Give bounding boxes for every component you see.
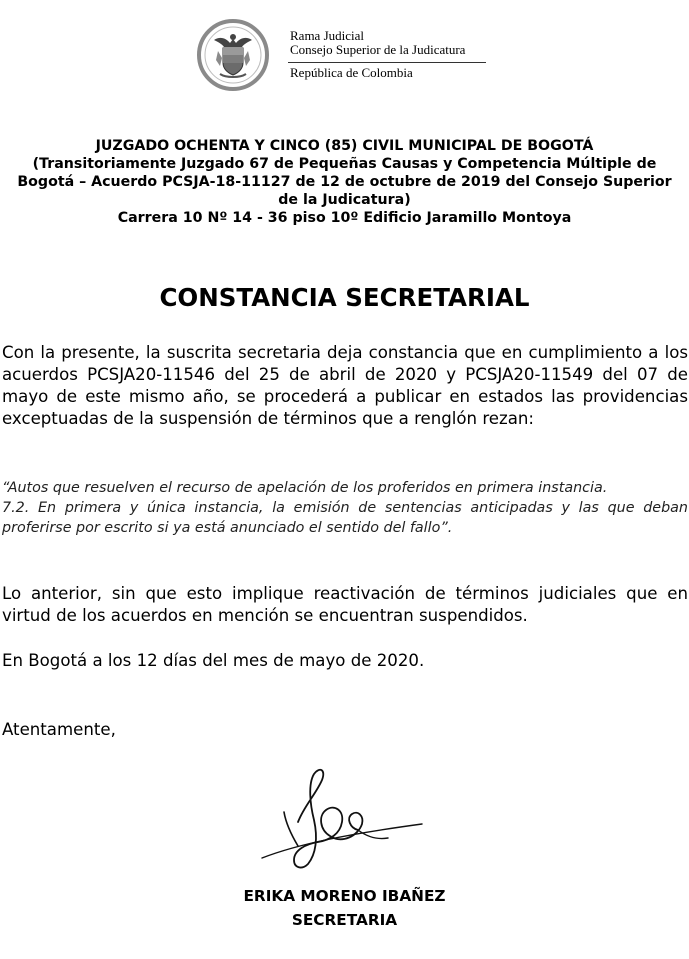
quote-item-2: 7.2. En primera y única instancia, la emisión de sentencias anticipadas y las que deban proferirse por escrito si ya está anunciado el sentido del fallo”. bbox=[2, 500, 688, 536]
intro-paragraph: Con la presente, la suscrita secretaria deja constancia que en cumplimiento a los acuerdos PCSJA20-11546 del 25 de abril de 2020 y PCSJA20-11549 del 07 de mayo de este mismo año, se procederá a publicar en estados las providencias exceptuadas de la suspensión de términos que a renglón rezan: bbox=[2, 343, 688, 428]
court-transitional-line: (Transitoriamente Juzgado 67 de Pequeñas Causas y Competencia Múltiple de bbox=[32, 156, 657, 172]
closing-salutation: Atentamente, bbox=[2, 720, 116, 739]
court-header bbox=[0, 137, 689, 227]
entity-line-republica: República de Colombia bbox=[290, 65, 413, 80]
court-name: JUZGADO OCHENTA Y CINCO (85) CIVIL MUNICIPAL DE BOGOTÁ bbox=[95, 138, 594, 154]
signer-role: SECRETARIA bbox=[291, 911, 398, 929]
court-agreement-line: Bogotá – Acuerdo PCSJA-18-11127 de 12 de octubre de 2019 del Consejo Superior bbox=[17, 174, 672, 190]
quoted-exceptions bbox=[2, 478, 688, 538]
court-agreement-line-end: de la Judicatura) bbox=[278, 192, 411, 208]
signer-name: ERIKA MORENO IBAÑEZ bbox=[243, 887, 446, 905]
coat-of-arms-icon bbox=[196, 18, 270, 92]
entity-line-consejo: Consejo Superior de la Judicatura bbox=[290, 42, 466, 57]
clarification-paragraph: Lo anterior, sin que esto implique reactivación de términos judiciales que en virtud de los acuerdos en mención se encuentran suspendidos. bbox=[2, 584, 688, 625]
date-line: En Bogotá a los 12 días del mes de mayo de 2020. bbox=[2, 651, 425, 670]
quote-item-1: “Autos que resuelven el recurso de apelación de los proferidos en primera instancia. bbox=[2, 480, 608, 496]
court-address: Carrera 10 Nº 14 - 36 piso 10º Edificio Jaramillo Montoya bbox=[117, 210, 572, 226]
document-title: CONSTANCIA SECRETARIAL bbox=[159, 283, 530, 312]
header-divider bbox=[288, 62, 486, 63]
handwritten-signature bbox=[258, 764, 426, 880]
entity-line-rama-judicial: Rama Judicial bbox=[290, 28, 365, 43]
